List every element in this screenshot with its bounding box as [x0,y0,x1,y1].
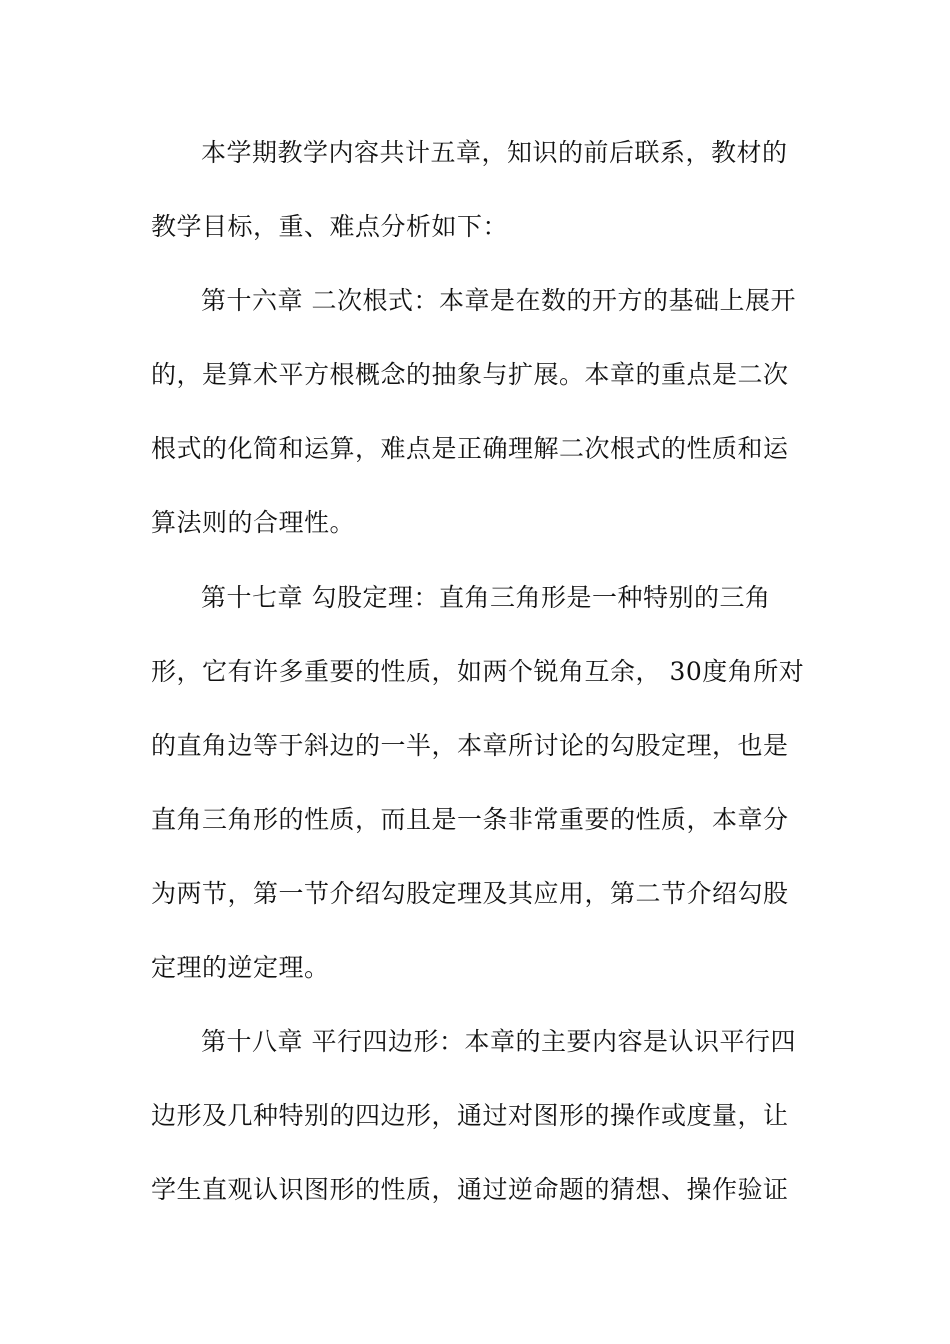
paragraph-1-line-2: 教学目标，重、难点分析如下： [151,212,509,241]
paragraph-2-line-1: 第十六章 二次根式：本章是在数的开方的基础上展开 [201,286,796,315]
paragraph-3-line-2: 形，它有许多重要的性质，如两个锐角互余， 30度角所对 [151,657,805,686]
paragraph-2-line-4: 算法则的合理性。 [151,508,356,537]
paragraph-3-line-4: 直角三角形的性质，而且是一条非常重要的性质，本章分 [151,805,789,834]
paragraph-3-line-6: 定理的逆定理。 [151,953,330,982]
paragraph-2-line-3: 根式的化简和运算，难点是正确理解二次根式的性质和运 [151,434,789,463]
paragraph-3-line-5: 为两节，第一节介绍勾股定理及其应用，第二节介绍勾股 [151,879,789,908]
paragraph-1-line-1: 本学期教学内容共计五章，知识的前后联系，教材的 [201,138,788,167]
paragraph-2-line-2: 的，是算术平方根概念的抽象与扩展。本章的重点是二次 [151,360,789,389]
paragraph-4-line-3: 学生直观认识图形的性质，通过逆命题的猜想、操作验证 [151,1175,789,1204]
paragraph-4-line-2: 边形及几种特别的四边形，通过对图形的操作或度量，让 [151,1101,789,1130]
paragraph-3-line-3: 的直角边等于斜边的一半，本章所讨论的勾股定理，也是 [151,731,789,760]
paragraph-4-line-1: 第十八章 平行四边形：本章的主要内容是认识平行四 [201,1027,796,1056]
paragraph-3-line-1: 第十七章 勾股定理：直角三角形是一种特别的三角 [201,583,771,612]
